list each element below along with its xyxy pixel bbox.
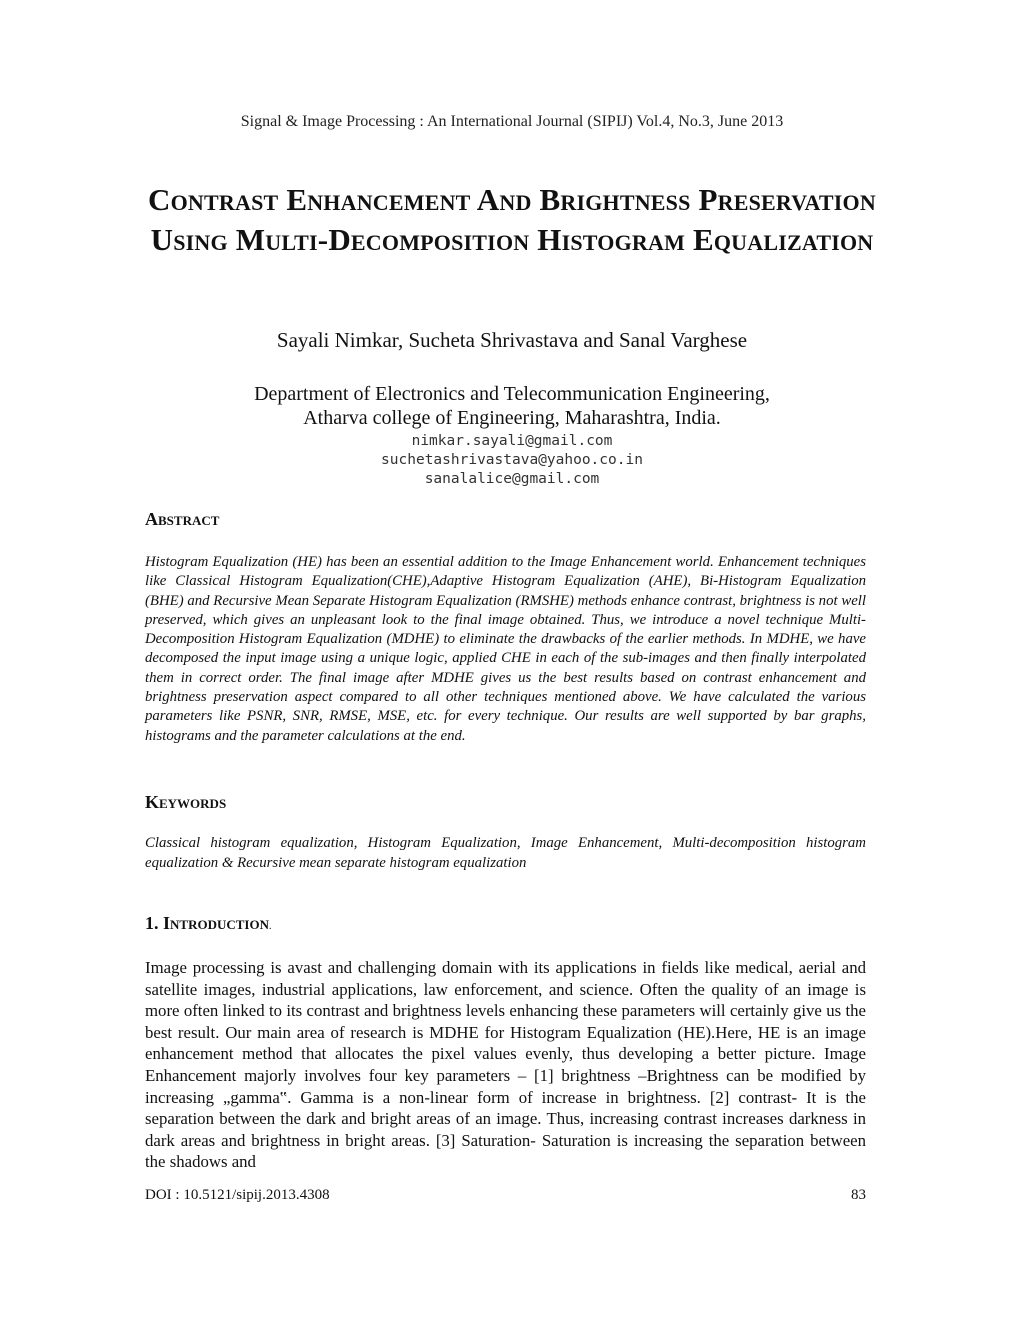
- author-list: Sayali Nimkar, Sucheta Shrivastava and Sanal Varghese: [276, 328, 748, 352]
- email-address[interactable]: suchetashrivastava@yahoo.co.in: [381, 452, 643, 468]
- heading-trailing-mark: .: [268, 921, 272, 932]
- email-address[interactable]: nimkar.sayali@gmail.com: [411, 433, 613, 449]
- affiliation: [0, 382, 1024, 430]
- introduction-body: Image processing is avast and challenging domain with its applications in fields like medical, aerial and satellite images, industrial applications, law enforcement, and science. Often the quality of an image is more often linked to its contrast and brightness levels enhancing these parameters will certainly give us the best result. Our main area of research is MDHE for Histogram Equalization (HE).Here, HE is an image enhancement method that allocates the pixel values evenly, thus developing a better picture. Image Enhancement majorly involves four key parameters – [1] brightness –Brightness can be modified by increasing „gamma‟. Gamma is a non-linear form of increase in brightness. [2] contrast- It is the separation between the dark and bright areas of an image. Thus, increasing contrast increases darkness in dark areas and brightness in bright areas. [3] Saturation- Saturation is increasing the separation between the shadows and: [145, 958, 866, 1172]
- keywords-heading: Keywords: [145, 792, 227, 812]
- paper-title: Contrast Enhancement And Brightness Preservation Using Multi-Decomposition Histogram Equalization: [148, 182, 876, 257]
- abstract-heading: Abstract: [145, 509, 220, 529]
- email-list: [0, 432, 1024, 489]
- page-number: 83: [851, 1187, 866, 1203]
- abstract-body: Histogram Equalization (HE) has been an essential addition to the Image Enhancement world. Enhancement techniques like Classical Histogram Equalization(CHE),Adaptive Histogram Equalization (AHE), Bi-Histogram Equalization (BHE) and Recursive Mean Separate Histogram Equalization (RMSHE) methods enhance contrast, brightness is not well preserved, which gives an unpleasant look to the final image obtained. Thus, we introduce a novel technique Multi-Decomposition Histogram Equalization (MDHE) to eliminate the drawbacks of the earlier methods. In MDHE, we have decomposed the input image using a unique logic, applied CHE in each of the sub-images and then finally interpolated them in correct order. The final image after MDHE gives us the best results based on contrast enhancement and brightness preservation aspect compared to all other techniques mentioned above. We have calculated the various parameters like PSNR, SNR, RMSE, MSE, etc. for every technique. Our results are well supported by bar graphs, histograms and the parameter calculations at the end.: [145, 554, 866, 744]
- affiliation-institution: Atharva college of Engineering, Maharashtra, India.: [303, 407, 721, 429]
- keywords-body: Classical histogram equalization, Histogram Equalization, Image Enhancement, Multi-decomposition histogram equalization & Recursive mean separate histogram equalization: [145, 835, 866, 871]
- introduction-heading-text: 1. Introduction: [145, 913, 269, 933]
- introduction-heading: [145, 913, 271, 934]
- email-address[interactable]: sanalalice@gmail.com: [424, 471, 600, 487]
- affiliation-department: Department of Electronics and Telecommunication Engineering,: [254, 383, 770, 405]
- running-header: Signal & Image Processing : An International Journal (SIPIJ) Vol.4, No.3, June 2013: [240, 113, 784, 130]
- doi-footer[interactable]: DOI : 10.5121/sipij.2013.4308: [145, 1187, 330, 1203]
